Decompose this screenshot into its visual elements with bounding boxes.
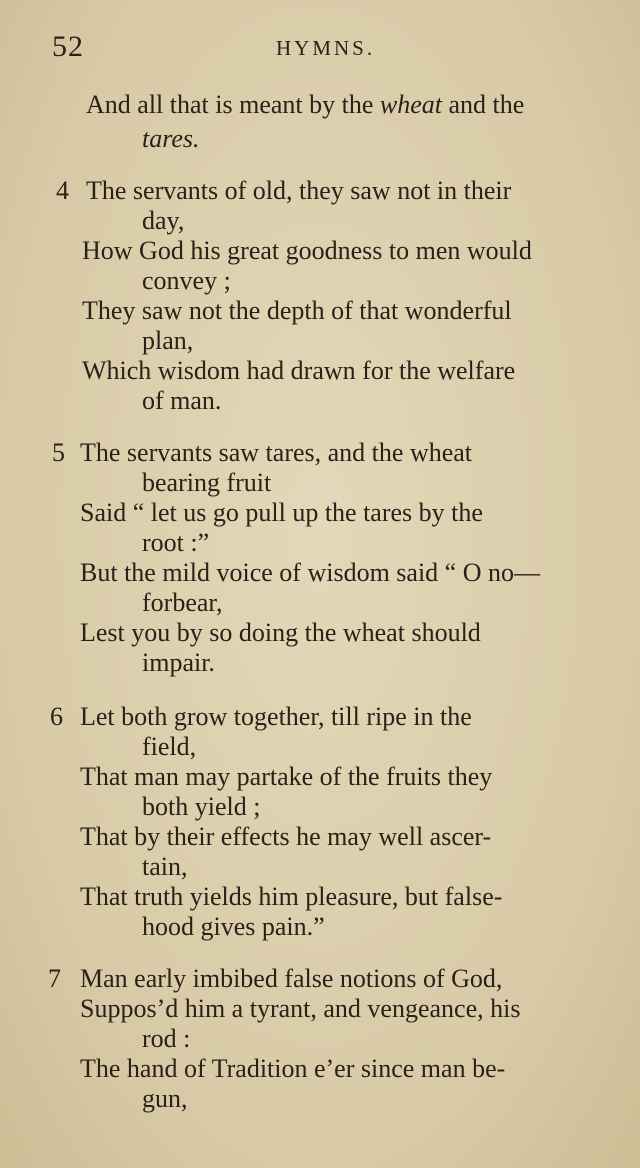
stanza3-line1: And all that is meant by the wheat and the	[86, 90, 525, 119]
verse-line: forbear,	[142, 588, 223, 617]
verse-line: Lest you by so doing the wheat should	[80, 618, 481, 647]
verse-line: both yield ;	[142, 792, 261, 821]
verse-line: gun,	[142, 1084, 188, 1113]
verse-line: convey ;	[142, 266, 231, 295]
verse-line: But the mild voice of wisdom said “ O no—	[80, 558, 541, 587]
verse-line: How God his great goodness to men would	[82, 236, 532, 265]
running-title: HYMNS.	[276, 36, 376, 60]
verse-line: Let both grow together, till ripe in the	[80, 702, 472, 731]
verse-line: bearing fruit	[142, 468, 272, 497]
verse-line: The servants of old, they saw not in their	[86, 176, 512, 205]
verse-line: The servants saw tares, and the wheat	[80, 438, 473, 467]
verse-line: hood gives pain.”	[142, 912, 325, 941]
verse-line: day,	[142, 206, 185, 235]
verse-line: They saw not the depth of that wonderful	[82, 296, 512, 325]
stanza3-line2: tares.	[142, 124, 200, 153]
verse-line: Man early imbibed false notions of God,	[80, 964, 503, 993]
verse-line: field,	[142, 732, 197, 761]
verse-line: tain,	[142, 852, 188, 881]
stanza-number: 4	[56, 176, 69, 205]
verse-line: That man may partake of the fruits they	[80, 762, 493, 791]
verse-line: impair.	[142, 648, 215, 677]
verse-line: Said “ let us go pull up the tares by the	[80, 498, 483, 527]
verse-line: The hand of Tradition e’er since man be-	[80, 1054, 506, 1083]
verse-line: Which wisdom had drawn for the welfare	[82, 356, 516, 385]
verse-line: That truth yields him pleasure, but false-	[80, 882, 503, 911]
stanza-number: 6	[50, 702, 63, 731]
stanza-number: 5	[52, 438, 65, 467]
stanza-number: 7	[48, 964, 61, 993]
verse-line: Suppos’d him a tyrant, and vengeance, his	[80, 994, 521, 1023]
verse-line: root :”	[142, 528, 210, 557]
page-number: 52	[52, 30, 84, 63]
verse-line: plan,	[142, 326, 194, 355]
verse-line: of man.	[142, 386, 222, 415]
verse-line: That by their effects he may well ascer-	[80, 822, 492, 851]
verse-line: rod :	[142, 1024, 191, 1053]
